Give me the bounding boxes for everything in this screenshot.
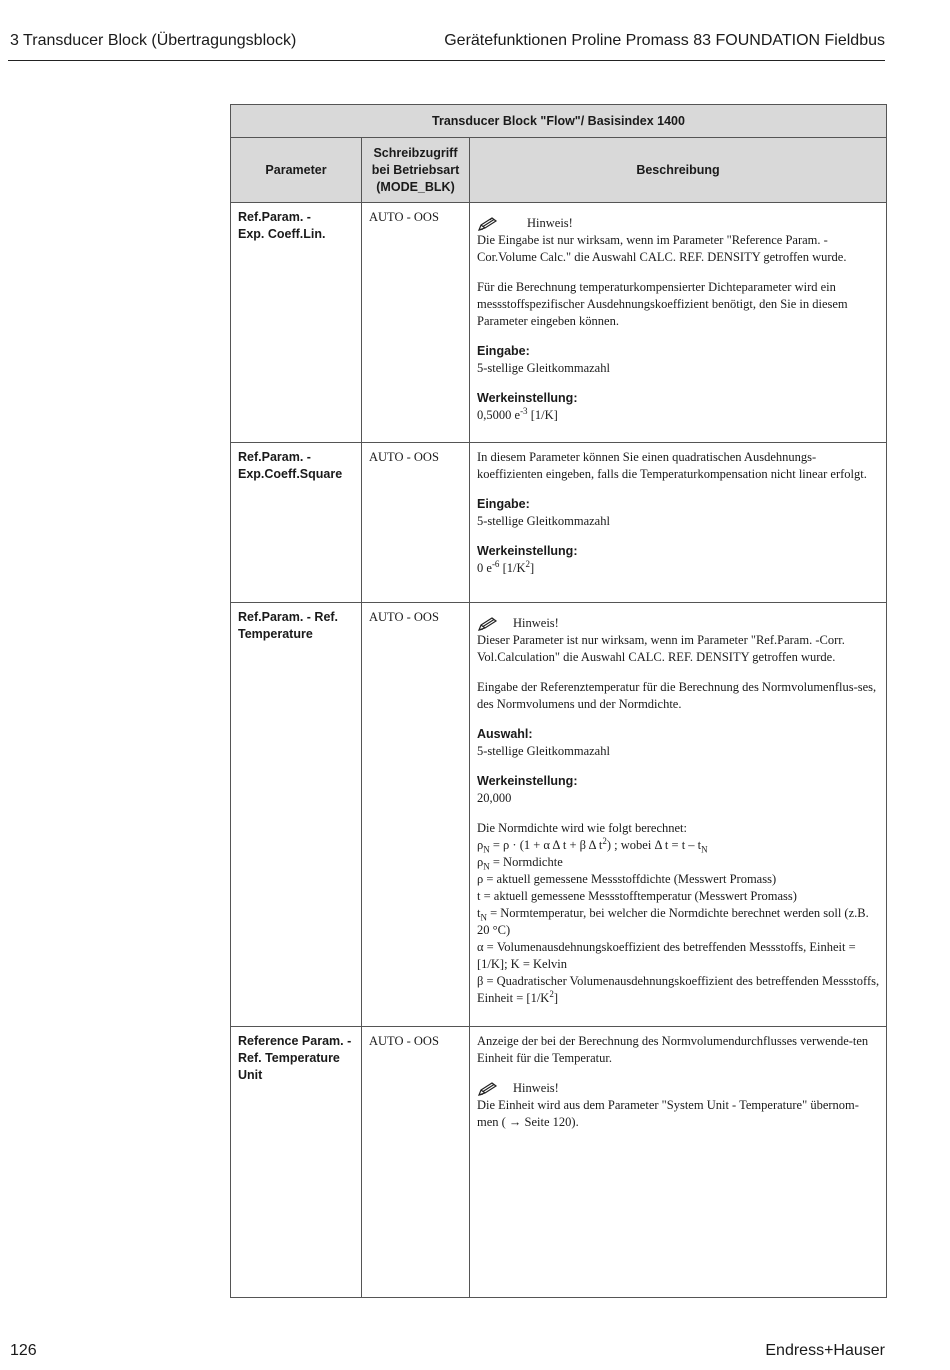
- parameter-name: Reference Param. - Ref. Temperature Unit: [231, 1027, 362, 1298]
- page-number: 126: [10, 1342, 37, 1359]
- selection-value: 5-stellige Gleitkommazahl: [477, 744, 610, 758]
- page-header-title: Gerätefunktionen Proline Promass 83 FOUNDATION Fieldbus: [444, 32, 885, 49]
- pencil-icon: [477, 1081, 499, 1097]
- default-label: Werkeinstellung:: [477, 544, 578, 558]
- hint-note: [477, 615, 880, 632]
- description-text: Anzeige der bei der Berechnung des Normvolumendurchflusses verwende-ten Einheit für die Temperatur.: [477, 1034, 869, 1065]
- header-divider: [8, 60, 885, 61]
- hint-text: Die Einheit wird aus dem Parameter "System Unit - Temperature" übernom-men ( → Seite 120).: [477, 1098, 859, 1129]
- write-access-mode: AUTO - OOS: [362, 443, 470, 603]
- table-row: [231, 1027, 887, 1298]
- parameter-name: Ref.Param. - Exp. Coeff.Lin.: [231, 203, 362, 443]
- hint-note: [477, 215, 880, 232]
- parameter-name: Ref.Param. - Exp.Coeff.Square: [231, 443, 362, 603]
- default-value: 0,5000 $e^{-3}$ [1/K]: [477, 405, 558, 422]
- selection-label: Auswahl:: [477, 727, 533, 741]
- col-header-description: Beschreibung: [470, 138, 887, 203]
- density-formula: Die Normdichte wird wie folgt berechnet: $\rho_N = \rho \cdot (1 + \alpha$ Δ t + β Δ $t^2$) ; wobei Δ $t = t - t_N$ $\rho_N$ = Normdichte ρ = aktuell gemessene Messstoffdichte (Messwert Promass) t = aktuell gemessene Messstofftemperatur (Messwert Promass) $t_N$ = Normtemperatur, bei welcher die Normdichte berechnet werden soll (z.B. 20 °C) α = Volumenausdehnungskoeffizient des betreffenden Messstoffs, Einheit = [1/K]; K = Kelvin β = Quadratischer Volumenausdehnungskoeffizient des betreffenden Messstoffs, Einheit = $[1/K^2]$: [477, 821, 880, 1005]
- table-row: [231, 443, 887, 603]
- write-access-mode: AUTO - OOS: [362, 203, 470, 443]
- table-row: [231, 603, 887, 1027]
- col-header-access: Schreibzugriff bei Betriebsart (MODE_BLK): [362, 138, 470, 203]
- table-row: [231, 203, 887, 443]
- default-value: 20,000: [477, 791, 512, 805]
- default-label: Werkeinstellung:: [477, 774, 578, 788]
- parameter-name: Ref.Param. - Ref. Temperature: [231, 603, 362, 1027]
- description-text: In diesem Parameter können Sie einen quadratischen Ausdehnungs-koeffizienten eingeben, falls die Temperaturkompensation nicht linear erfolgt.: [477, 450, 867, 481]
- input-label: Eingabe:: [477, 497, 530, 511]
- input-value: 5-stellige Gleitkommazahl: [477, 514, 610, 528]
- parameter-description: [470, 443, 887, 603]
- parameter-table: [230, 104, 887, 1298]
- hint-label: Hinweis!: [513, 1081, 559, 1095]
- default-value: 0 $e^{-6}$ $[1/K^2]$: [477, 558, 535, 575]
- input-value: 5-stellige Gleitkommazahl: [477, 361, 610, 375]
- hint-text: Die Eingabe ist nur wirksam, wenn im Parameter "Reference Param. - Cor.Volume Calc." die Auswahl CALC. REF. DENSITY getroffen wurde.: [477, 233, 847, 264]
- col-header-parameter: Parameter: [231, 138, 362, 203]
- hint-note: [477, 1080, 880, 1097]
- hint-label: Hinweis!: [513, 616, 559, 630]
- pencil-icon: [477, 616, 499, 632]
- description-text: Eingabe der Referenztemperatur für die Berechnung des Normvolumenflus-ses, des Normvolumens und der Normdichte.: [477, 680, 877, 711]
- input-label: Eingabe:: [477, 344, 530, 358]
- write-access-mode: AUTO - OOS: [362, 1027, 470, 1298]
- parameter-description: [470, 1027, 887, 1298]
- description-text: Für die Berechnung temperaturkompensierter Dichteparameter wird ein messstoffspezifischer Ausdehnungskoeffizient benötigt, den Sie in diesem Parameter eingeben können.: [477, 280, 848, 328]
- parameter-description: [470, 203, 887, 443]
- brand-name: Endress+Hauser: [765, 1342, 885, 1359]
- default-label: Werkeinstellung:: [477, 391, 578, 405]
- pencil-icon: [477, 216, 499, 232]
- page-header-chapter: 3 Transducer Block (Übertragungsblock): [10, 32, 297, 49]
- parameter-description: [470, 603, 887, 1027]
- table-title: Transducer Block "Flow"/ Basisindex 1400: [231, 105, 887, 138]
- hint-label: Hinweis!: [527, 216, 573, 230]
- write-access-mode: AUTO - OOS: [362, 603, 470, 1027]
- hint-text: Dieser Parameter ist nur wirksam, wenn im Parameter "Ref.Param. -Corr. Vol.Calculation" die Auswahl CALC. REF. DENSITY getroffen wurde.: [477, 633, 845, 664]
